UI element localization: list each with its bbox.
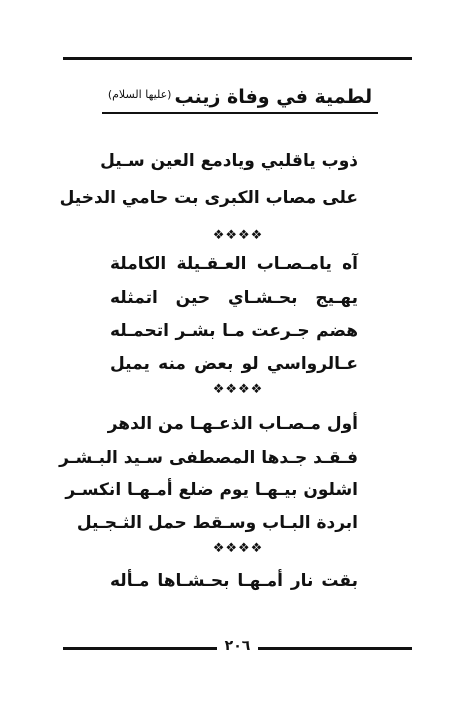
stanza-separator: ❖❖❖❖ [212, 382, 264, 397]
stanza-separator: ❖❖❖❖ [212, 541, 264, 556]
top-rule [63, 57, 412, 60]
title-block [70, 86, 410, 114]
poem-line: آه يامـصـاب العـقـيلة الكاملة [110, 254, 358, 274]
poem-line: ذوب ياقلبي ويادمع العين سـيل [100, 151, 358, 171]
footer-rule-left [63, 647, 217, 650]
honorific-mark: (عليها السلام) [107, 88, 172, 101]
title-text: لطمية في وفاة زينب [174, 86, 373, 108]
poem-line: هضم جـرعت مـا بشـر اتحمـله [110, 321, 358, 341]
poem-line: اشلون بيـهـا يوم ضلع أمـهـا انكسـر [65, 480, 358, 500]
poem-line: ابردة البـاب وسـقط حمل الثـجـيل [76, 513, 358, 533]
poem-line: فـقـد جـدها المصطفى سـيد البـشـر [59, 448, 358, 468]
footer-rule-right [258, 647, 412, 650]
poem-line: عـالرواسي لو بعض منه يميل [110, 354, 358, 374]
poem-line: يهـيج بحـشـاي حين اتمثله [110, 288, 358, 308]
page-number: ٢٠٦ [224, 638, 251, 654]
page-title [102, 86, 378, 114]
stanza-separator: ❖❖❖❖ [212, 228, 264, 243]
poem-line: بقت نار أمـهـا بحـشـاها مـأله [110, 571, 358, 591]
poem-line: أول مـصـاب الذعـهـا من الدهر [107, 414, 358, 434]
poem-line: على مصاب الكبرى بت حامي الدخيل [59, 188, 358, 208]
